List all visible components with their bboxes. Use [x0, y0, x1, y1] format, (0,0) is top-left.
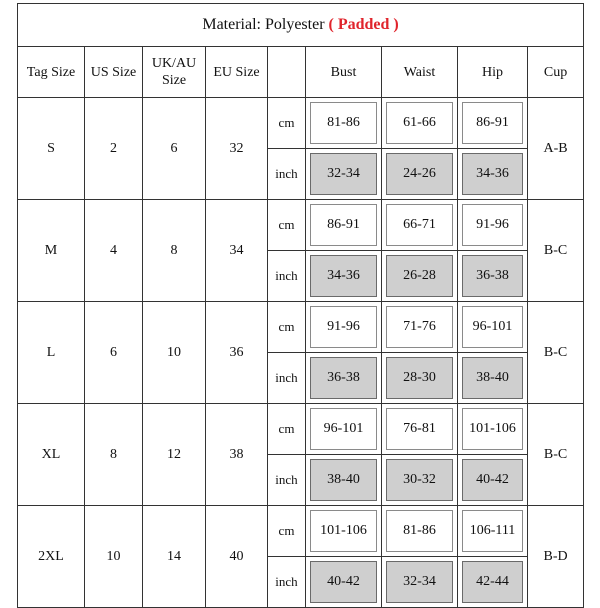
- bust-cm: 101-106: [310, 510, 377, 552]
- hip-cm-cell: [458, 506, 528, 557]
- cup-size: B-C: [528, 302, 584, 404]
- eu-size: 38: [206, 404, 268, 506]
- tag-size: XL: [18, 404, 85, 506]
- unit-cm-label: cm: [268, 506, 306, 557]
- unit-cm-label: cm: [268, 302, 306, 353]
- unit-cm-label: cm: [268, 404, 306, 455]
- waist-cm: 61-66: [386, 102, 453, 144]
- header-waist: Waist: [382, 47, 458, 98]
- title-text: Material: Polyester: [202, 16, 325, 33]
- header-eu-size: EU Size: [206, 47, 268, 98]
- us-size: 8: [85, 404, 143, 506]
- hip-cm: 101-106: [462, 408, 523, 450]
- us-size: 6: [85, 302, 143, 404]
- bust-inch: 36-38: [310, 357, 377, 399]
- hip-cm: 96-101: [462, 306, 523, 348]
- unit-cm-label: cm: [268, 98, 306, 149]
- bust-cm-cell: [306, 98, 382, 149]
- eu-size: 32: [206, 98, 268, 200]
- bust-cm: 96-101: [310, 408, 377, 450]
- waist-cm-cell: [382, 98, 458, 149]
- bust-inch-cell: [306, 251, 382, 302]
- tag-size: 2XL: [18, 506, 85, 608]
- unit-inch-label: inch: [268, 455, 306, 506]
- hip-inch: 36-38: [462, 255, 523, 297]
- waist-cm: 71-76: [386, 306, 453, 348]
- waist-inch-cell: [382, 455, 458, 506]
- us-size: 4: [85, 200, 143, 302]
- hip-cm-cell: [458, 200, 528, 251]
- waist-cm: 81-86: [386, 510, 453, 552]
- bust-inch-cell: [306, 149, 382, 200]
- unit-cm-label: cm: [268, 200, 306, 251]
- bust-inch: 40-42: [310, 561, 377, 603]
- cup-size: A-B: [528, 98, 584, 200]
- header-bust: Bust: [306, 47, 382, 98]
- waist-inch: 28-30: [386, 357, 453, 399]
- bust-cm-cell: [306, 404, 382, 455]
- hip-cm: 106-111: [462, 510, 523, 552]
- waist-inch-cell: [382, 149, 458, 200]
- bust-cm-cell: [306, 506, 382, 557]
- table-title: [18, 4, 584, 47]
- hip-inch-cell: [458, 251, 528, 302]
- bust-inch: 34-36: [310, 255, 377, 297]
- us-size: 10: [85, 506, 143, 608]
- waist-inch-cell: [382, 251, 458, 302]
- unit-inch-label: inch: [268, 251, 306, 302]
- hip-inch-cell: [458, 353, 528, 404]
- tag-size: L: [18, 302, 85, 404]
- header-unit: [268, 47, 306, 98]
- waist-inch: 32-34: [386, 561, 453, 603]
- bust-cm-cell: [306, 302, 382, 353]
- waist-cm-cell: [382, 404, 458, 455]
- bust-inch: 32-34: [310, 153, 377, 195]
- ukau-size: 14: [143, 506, 206, 608]
- size-chart: [17, 3, 583, 597]
- ukau-size: 6: [143, 98, 206, 200]
- hip-cm-cell: [458, 404, 528, 455]
- ukau-size: 8: [143, 200, 206, 302]
- header-cup: Cup: [528, 47, 584, 98]
- hip-cm: 86-91: [462, 102, 523, 144]
- table-row: [18, 404, 584, 455]
- us-size: 2: [85, 98, 143, 200]
- ukau-size: 10: [143, 302, 206, 404]
- table-row: [18, 98, 584, 149]
- cup-size: B-C: [528, 200, 584, 302]
- waist-cm: 66-71: [386, 204, 453, 246]
- table-row: [18, 200, 584, 251]
- bust-inch: 38-40: [310, 459, 377, 501]
- eu-size: 40: [206, 506, 268, 608]
- bust-cm: 81-86: [310, 102, 377, 144]
- eu-size: 34: [206, 200, 268, 302]
- header-ukau-size: UK/AU Size: [143, 47, 206, 98]
- hip-inch: 42-44: [462, 561, 523, 603]
- hip-inch-cell: [458, 149, 528, 200]
- bust-inch-cell: [306, 353, 382, 404]
- tag-size: M: [18, 200, 85, 302]
- cup-size: B-C: [528, 404, 584, 506]
- waist-cm-cell: [382, 506, 458, 557]
- hip-cm-cell: [458, 98, 528, 149]
- hip-cm: 91-96: [462, 204, 523, 246]
- table-row: [18, 302, 584, 353]
- waist-inch: 30-32: [386, 459, 453, 501]
- title-padded-note: ( Padded ): [328, 16, 399, 33]
- waist-cm-cell: [382, 302, 458, 353]
- unit-inch-label: inch: [268, 557, 306, 608]
- size-table: [17, 3, 584, 608]
- bust-cm: 91-96: [310, 306, 377, 348]
- hip-inch-cell: [458, 455, 528, 506]
- cup-size: B-D: [528, 506, 584, 608]
- waist-inch: 24-26: [386, 153, 453, 195]
- unit-inch-label: inch: [268, 353, 306, 404]
- ukau-size: 12: [143, 404, 206, 506]
- bust-cm: 86-91: [310, 204, 377, 246]
- hip-inch: 38-40: [462, 357, 523, 399]
- waist-cm-cell: [382, 200, 458, 251]
- header-tag-size: Tag Size: [18, 47, 85, 98]
- tag-size: S: [18, 98, 85, 200]
- waist-cm: 76-81: [386, 408, 453, 450]
- bust-inch-cell: [306, 455, 382, 506]
- hip-inch: 40-42: [462, 459, 523, 501]
- header-hip: Hip: [458, 47, 528, 98]
- unit-inch-label: inch: [268, 149, 306, 200]
- waist-inch: 26-28: [386, 255, 453, 297]
- table-row: [18, 506, 584, 557]
- hip-cm-cell: [458, 302, 528, 353]
- bust-cm-cell: [306, 200, 382, 251]
- eu-size: 36: [206, 302, 268, 404]
- hip-inch: 34-36: [462, 153, 523, 195]
- waist-inch-cell: [382, 353, 458, 404]
- header-us-size: US Size: [85, 47, 143, 98]
